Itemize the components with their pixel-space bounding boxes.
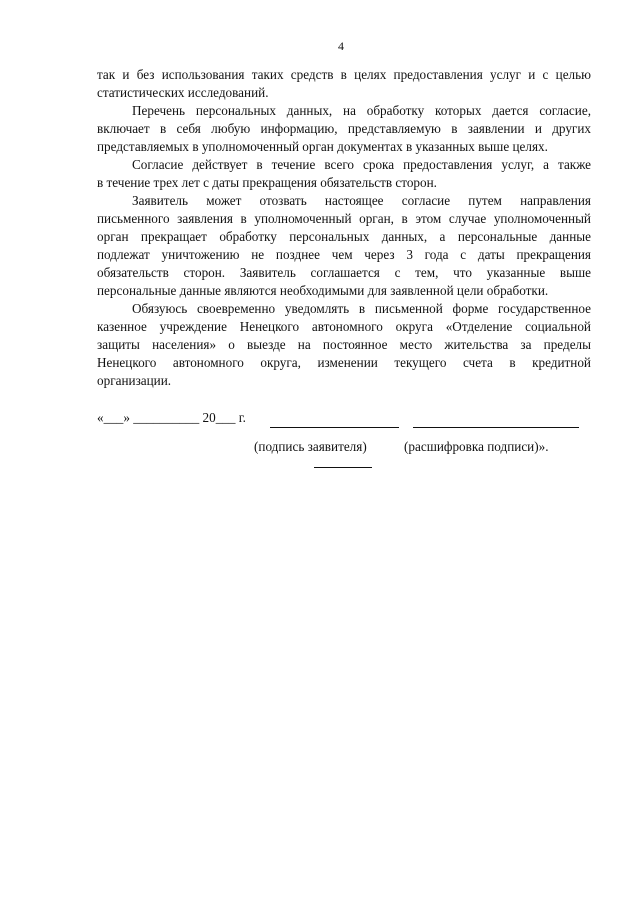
text-line: персональные данные являются необходимыми для заявленной цели обработки.: [97, 283, 549, 298]
text-line: Согласие действует в течение всего срока предоставления услуг, а также: [132, 157, 591, 172]
end-rule: [314, 467, 372, 468]
text-line: казенное учреждение Ненецкого автономного округа «Отделение социальной: [97, 319, 591, 334]
signature-line: [270, 427, 399, 428]
text-line: Заявитель может отозвать настоящее согласие путем направления: [132, 193, 591, 208]
page-number: 4: [338, 39, 344, 53]
text-line: защиты населения» о выезде на постоянное место жительства за пределы: [97, 337, 591, 352]
date-line: «___» __________ 20___ г.: [97, 410, 246, 425]
decoding-caption: (расшифровка подписи)».: [404, 439, 549, 454]
text-line: орган прекращает обработку персональных данных, а персональные данные: [97, 229, 591, 244]
text-line: так и без использования таких средств в целях предоставления услуг и с целью: [97, 67, 591, 82]
text-line: письменного заявления в уполномоченный орган, в этом случае уполномоченный: [97, 211, 591, 226]
text-line: Ненецкого автономного округа, изменении текущего счета в кредитной: [97, 355, 591, 370]
text-line: в течение трех лет с даты прекращения обязательств сторон.: [97, 175, 437, 190]
text-line: Перечень персональных данных, на обработку которых дается согласие,: [132, 103, 591, 118]
text-line: организации.: [97, 373, 172, 388]
text-line: подлежат уничтожению не позднее чем через 3 года с даты прекращения: [97, 247, 591, 262]
text-line: включает в себя любую информацию, представляемую в заявлении и других: [97, 121, 591, 136]
signature-caption: (подпись заявителя): [254, 439, 367, 454]
text-line: Обязуюсь своевременно уведомлять в письменной форме государственное: [132, 301, 591, 316]
text-line: обязательств сторон. Заявитель соглашается с тем, что указанные выше: [97, 265, 591, 280]
text-line: статистических исследований.: [97, 85, 269, 100]
text-line: представляемых в уполномоченный орган документах в указанных выше целях.: [97, 139, 548, 154]
decoding-line: [413, 427, 579, 428]
